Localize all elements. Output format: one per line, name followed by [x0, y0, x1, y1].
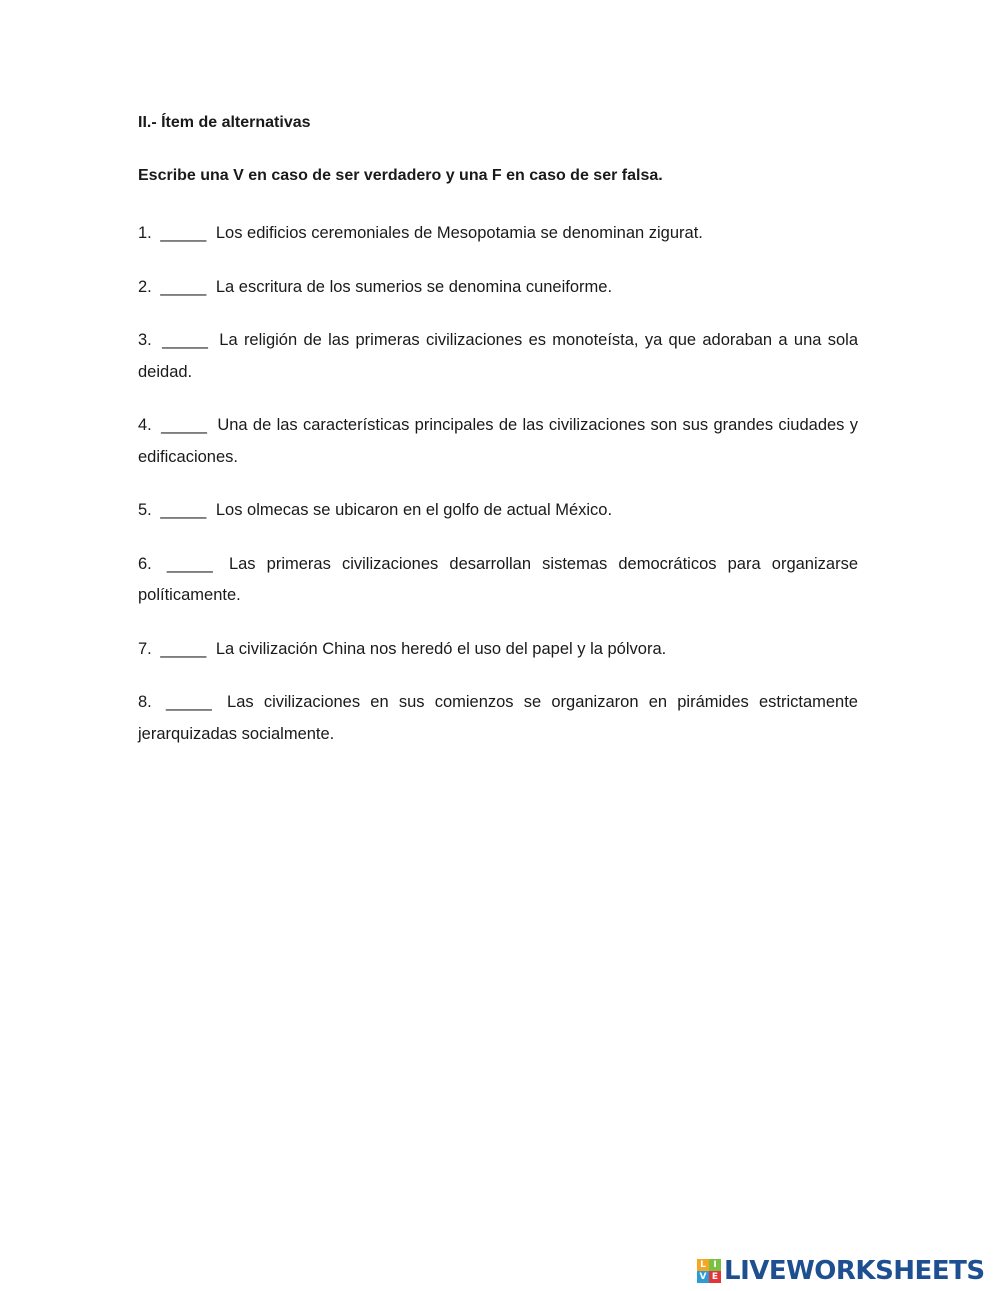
section-title: II.- Ítem de alternativas — [138, 114, 311, 131]
answer-blank[interactable]: _____ — [160, 639, 207, 658]
answer-blank[interactable]: _____ — [160, 501, 207, 519]
question-6 — [138, 549, 858, 612]
answer-blank[interactable]: _____ — [160, 277, 207, 296]
question-7 — [138, 634, 858, 666]
question-text: Los olmecas se ubicaron en el golfo de actual México. — [215, 501, 613, 519]
question-number: 2. — [138, 277, 152, 296]
brand-name: LIVEWORKSHEETS — [724, 1256, 985, 1286]
question-number: 6. — [138, 554, 152, 573]
question-number: 7. — [138, 639, 152, 658]
liveworksheets-logo-icon — [697, 1259, 721, 1283]
question-number: 3. — [138, 331, 152, 349]
question-number: 8. — [138, 693, 152, 711]
answer-blank[interactable]: _____ — [162, 331, 208, 349]
question-3 — [138, 325, 858, 388]
question-text: Las civilizaciones en sus comienzos se organizaron en pirámides estrictamente jerarquizadas socialmente. — [138, 693, 858, 743]
logo-tile-i: I — [709, 1259, 721, 1271]
question-number: 1. — [138, 224, 152, 242]
answer-blank[interactable]: _____ — [166, 554, 213, 573]
question-text: Los edificios ceremoniales de Mesopotamia se denominan zigurat. — [215, 224, 703, 242]
question-text: Una de las características principales de las civilizaciones son sus grandes ciudades y edificaciones. — [138, 416, 858, 466]
question-5 — [138, 495, 858, 527]
logo-tile-v: V — [697, 1271, 709, 1283]
question-number: 4. — [138, 416, 152, 434]
question-number: 5. — [138, 501, 152, 519]
liveworksheets-brand[interactable] — [697, 1256, 985, 1286]
question-text: La escritura de los sumerios se denomina cuneiforme. — [215, 277, 613, 296]
question-4 — [138, 410, 858, 473]
question-text: La religión de las primeras civilizaciones es monoteísta, ya que adoraban a una sola deidad. — [138, 331, 858, 381]
question-text: La civilización China nos heredó el uso del papel y la pólvora. — [215, 639, 667, 658]
instruction: Escribe una V en caso de ser verdadero y una F en caso de ser falsa. — [138, 167, 663, 184]
question-2 — [138, 272, 858, 304]
question-1 — [138, 218, 858, 250]
answer-blank[interactable]: _____ — [165, 693, 212, 711]
answer-blank[interactable]: _____ — [161, 416, 207, 434]
question-8 — [138, 687, 858, 750]
logo-tile-l: L — [697, 1259, 709, 1271]
question-text: Las primeras civilizaciones desarrollan sistemas democráticos para organizarse políticamente. — [138, 554, 858, 604]
logo-tile-e: E — [709, 1271, 721, 1283]
answer-blank[interactable]: _____ — [160, 224, 207, 242]
worksheet — [138, 113, 858, 772]
